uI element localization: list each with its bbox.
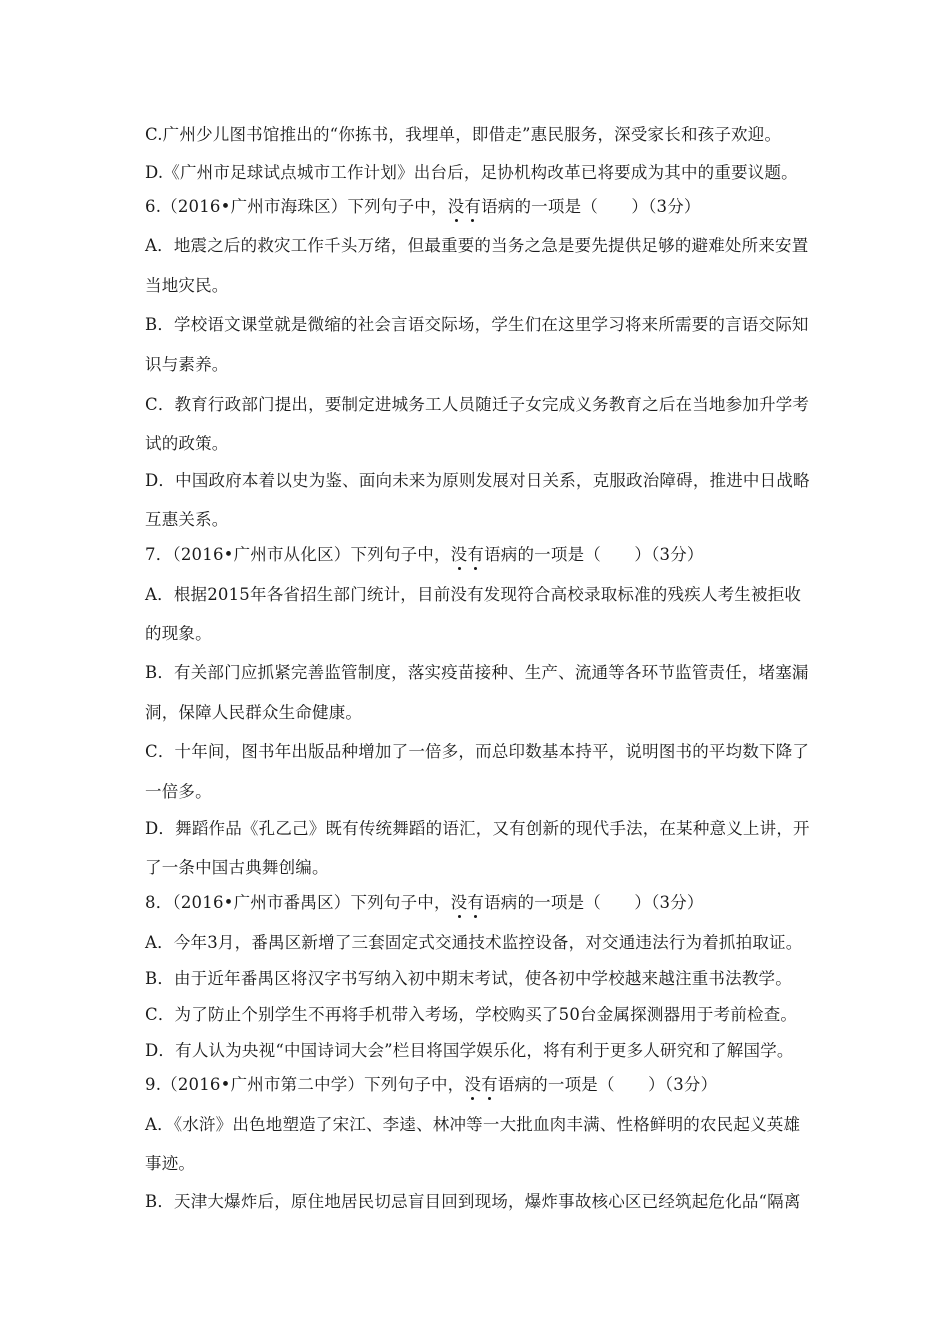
emphasis-char: 有 bbox=[464, 197, 482, 216]
question-8-prefix: 8．（2016•广州市番禺区）下列句子中， bbox=[145, 893, 451, 912]
question-9-suffix: 语病的一项是（ ）（3分） bbox=[497, 1075, 718, 1094]
q8-option-b: B．由于近年番禺区将汉字书写纳入初中期末考试，使各初中学校越来越注重书法教学。 bbox=[145, 969, 792, 988]
q7-option-b: B．有关部门应抓紧完善监管制度，落实疫苗接种、生产、流通等各环节监管责任，堵塞漏 bbox=[145, 663, 809, 682]
emphasis-char: 没 bbox=[450, 545, 468, 564]
q6-option-d: D．中国政府本着以史为鉴、面向未来为原则发展对日关系，克服政治障碍，推进中日战略 bbox=[145, 471, 810, 490]
question-7-prefix: 7．（2016•广州市从化区）下列句子中， bbox=[145, 545, 451, 564]
question-6-suffix: 语病的一项是（ ）（3分） bbox=[481, 197, 701, 216]
q6-option-a: A．地震之后的救灾工作千头万绪，但最重要的当务之急是要先提供足够的避难处所来安置 bbox=[145, 236, 809, 255]
q9-option-a-cont: 事迹。 bbox=[145, 1154, 196, 1173]
q7-option-a-cont: 的现象。 bbox=[145, 624, 212, 643]
q7-option-c: C．十年间，图书年出版品种增加了一倍多，而总印数基本持平，说明图书的平均数下降了 bbox=[145, 742, 810, 761]
emphasis-char: 没 bbox=[450, 893, 468, 912]
q9-option-b: B．天津大爆炸后，原住地居民切忌盲目回到现场，爆炸事故核心区已经筑起危化品“隔离 bbox=[145, 1192, 801, 1211]
q7-option-a: A．根据2015年各省招生部门统计，目前没有发现符合高校录取标准的残疾人考生被拒收 bbox=[145, 585, 802, 604]
q7-option-b-cont: 洞，保障人民群众生命健康。 bbox=[145, 703, 363, 722]
question-6-prefix: 6.（2016•广州市海珠区）下列句子中， bbox=[145, 197, 448, 216]
question-7-suffix: 语病的一项是（ ）（3分） bbox=[484, 545, 704, 564]
option-c-q5: C.广州少儿图书馆推出的“你拣书，我埋单，即借走”惠民服务，深受家长和孩子欢迎。 bbox=[145, 125, 782, 144]
option-d-q5: D.《广州市足球试点城市工作计划》出台后，足协机构改革已将要成为其中的重要议题。 bbox=[145, 163, 798, 182]
q8-option-a: A．今年3月，番禺区新增了三套固定式交通技术监控设备，对交通违法行为着抓拍取证。 bbox=[145, 933, 803, 952]
question-8-stem bbox=[145, 893, 704, 913]
question-8-suffix: 语病的一项是（ ）（3分） bbox=[484, 893, 704, 912]
question-7-stem bbox=[145, 545, 704, 565]
q6-option-c: C．教育行政部门提出，要制定进城务工人员随迁子女完成义务教育之后在当地参加升学考 bbox=[145, 395, 810, 414]
q6-option-c-cont: 试的政策。 bbox=[145, 434, 229, 453]
q6-option-b: B．学校语文课堂就是微缩的社会言语交际场，学生们在这里学习将来所需要的言语交际知 bbox=[145, 315, 809, 334]
q6-option-a-cont: 当地灾民。 bbox=[145, 276, 229, 295]
emphasis-char: 有 bbox=[467, 545, 485, 564]
q6-option-b-cont: 识与素养。 bbox=[145, 355, 229, 374]
emphasis-char: 有 bbox=[481, 1075, 498, 1094]
question-6-stem bbox=[145, 197, 701, 217]
emphasis-char: 有 bbox=[467, 893, 485, 912]
question-9-prefix: 9.（2016•广州市第二中学）下列句子中， bbox=[145, 1075, 465, 1094]
q7-option-d: D．舞蹈作品《孔乙己》既有传统舞蹈的语汇，又有创新的现代手法，在某种意义上讲，开 bbox=[145, 819, 810, 838]
q9-option-a: A．《水浒》出色地塑造了宋江、李逵、林冲等一大批血肉丰满、性格鲜明的农民起义英雄 bbox=[145, 1115, 801, 1134]
q8-option-c: C．为了防止个别学生不再将手机带入考场，学校购买了50台金属探测器用于考前检查。 bbox=[145, 1005, 798, 1024]
question-9-stem bbox=[145, 1075, 717, 1095]
q8-option-d: D．有人认为央视“中国诗词大会”栏目将国学娱乐化，将有利于更多人研究和了解国学。 bbox=[145, 1041, 794, 1060]
q7-option-c-cont: 一倍多。 bbox=[145, 782, 212, 801]
emphasis-char: 没 bbox=[464, 1075, 482, 1094]
q7-option-d-cont: 了一条中国古典舞创编。 bbox=[145, 858, 329, 877]
emphasis-char: 没 bbox=[447, 197, 465, 216]
q6-option-d-cont: 互惠关系。 bbox=[145, 510, 229, 529]
